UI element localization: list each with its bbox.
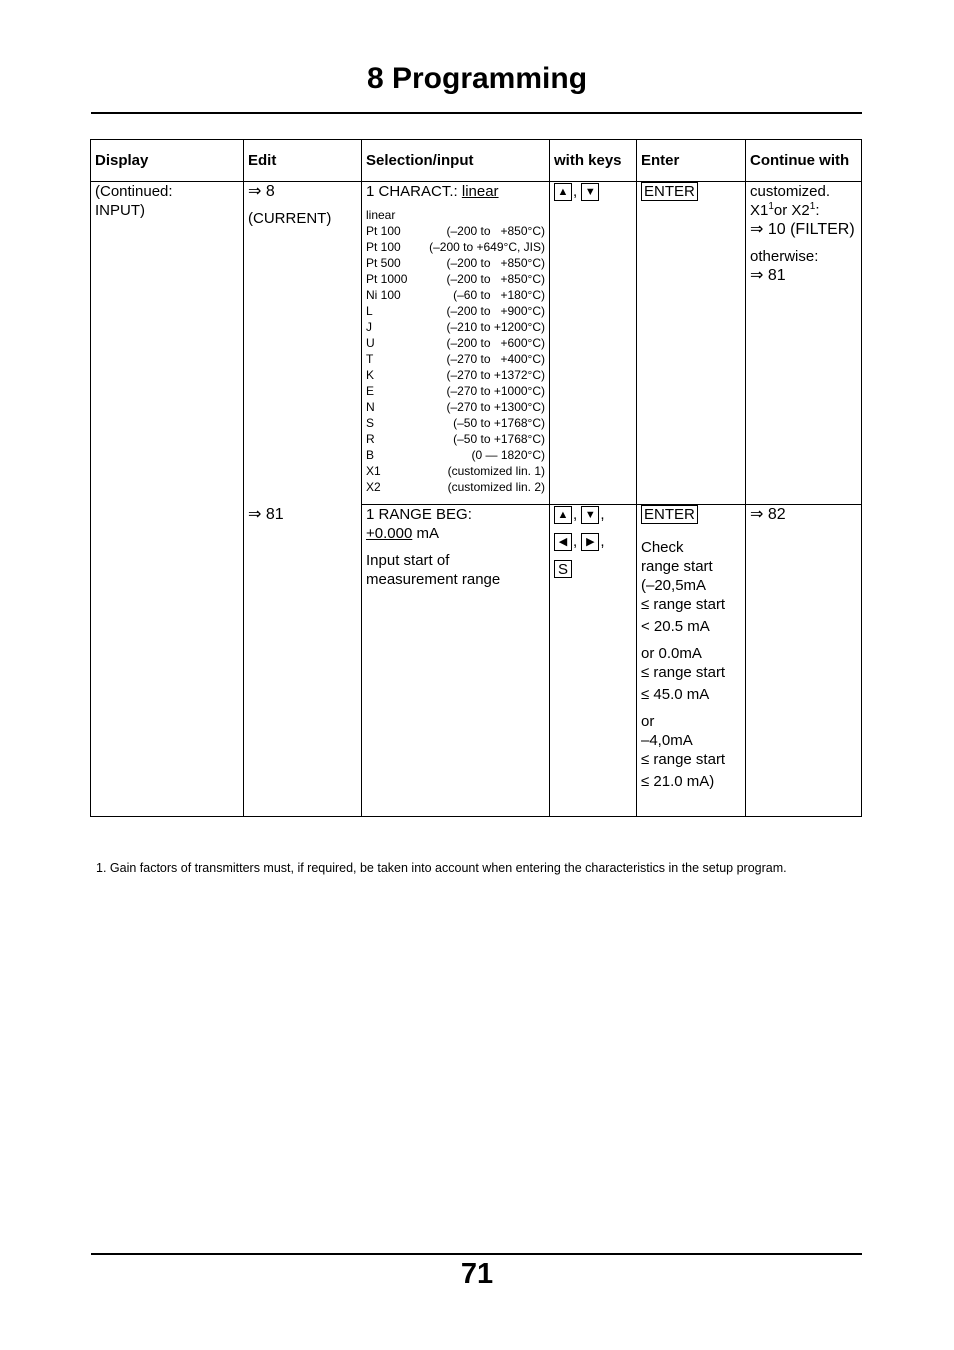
selection-desc: Input start of — [366, 552, 450, 569]
sensor-range: (–200 to +850°C) — [446, 256, 545, 270]
sensor-range: (–270 to +400°C) — [446, 352, 545, 366]
down-arrow-key-icon: ▼ — [581, 506, 599, 524]
continue-cell — [746, 505, 862, 817]
edit-cell — [244, 182, 362, 505]
footnote: 1. Gain factors of transmitters must, if required, be taken into account when entering the characteristics in the setup program. — [96, 861, 787, 875]
sensor-option — [366, 319, 545, 335]
sensor-range: (–50 to +1768°C) — [453, 416, 545, 430]
sensor-name: J — [366, 320, 372, 334]
table-row — [91, 505, 862, 817]
sensor-option — [366, 367, 545, 383]
display-line: INPUT) — [95, 202, 145, 219]
sensor-range: (–200 to +600°C) — [446, 336, 545, 350]
selection-prefix: 1 CHARACT.: — [366, 183, 462, 200]
sensor-range: (–200 to +850°C) — [446, 224, 545, 238]
table-row — [91, 182, 862, 505]
sensor-name: Pt 500 — [366, 256, 401, 270]
sensor-name: B — [366, 448, 375, 462]
check-line: ≤ 21.0 mA) — [641, 773, 715, 790]
key-separator: , — [573, 506, 578, 523]
key-separator: , — [573, 533, 578, 551]
sensor-range: (0 — 1820°C) — [471, 448, 545, 462]
edit-label: (CURRENT) — [248, 210, 332, 227]
check-block — [641, 712, 741, 791]
check-block — [641, 644, 741, 704]
enter-key: ENTER — [641, 182, 698, 201]
display-line: (Continued: — [95, 183, 173, 200]
selection-unit: mA — [412, 525, 439, 542]
key-separator: , — [600, 506, 605, 523]
continue-target: ⇒ 81 — [750, 267, 786, 284]
sensor-option — [366, 447, 545, 463]
display-cell — [91, 505, 244, 817]
sensor-option — [366, 479, 545, 495]
sensor-option — [366, 383, 545, 399]
header-continue: Continue with — [746, 140, 862, 182]
header-enter: Enter — [637, 140, 746, 182]
down-arrow-key-icon: ▼ — [581, 183, 599, 201]
selection-parameter — [366, 182, 545, 201]
selection-value: +0.000 — [366, 525, 413, 542]
check-block — [641, 538, 741, 636]
selection-parameter: 1 RANGE BEG: — [366, 506, 472, 523]
page-number: 71 — [460, 1258, 494, 1290]
s-key-icon: S — [554, 560, 572, 578]
sensor-name: N — [366, 400, 375, 414]
enter-cell — [637, 505, 746, 817]
sensor-name: S — [366, 416, 375, 430]
check-line: ≤ range start — [641, 664, 726, 681]
footnote-ref: 1 — [809, 201, 816, 212]
sensor-name: Pt 100 — [366, 224, 401, 238]
sensor-option — [366, 271, 545, 287]
sensor-range: (–200 to +649°C, JIS) — [429, 240, 545, 254]
selection-cell — [362, 182, 550, 505]
or-x2-label: or X2 — [773, 202, 810, 219]
sensor-range: (–50 to +1768°C) — [453, 432, 545, 446]
sensor-option — [366, 255, 545, 271]
header-display: Display — [91, 140, 244, 182]
programming-table — [90, 139, 862, 817]
sensor-name: R — [366, 432, 375, 446]
sensor-name: L — [366, 304, 373, 318]
x1-label: X1 — [750, 202, 769, 219]
continue-target: ⇒ 82 — [750, 506, 786, 523]
edit-target: ⇒ 8 — [248, 183, 275, 200]
sensor-option — [366, 223, 545, 239]
enter-key: ENTER — [641, 505, 698, 524]
page-title: 8 Programming — [366, 62, 588, 95]
colon: : — [815, 202, 820, 219]
check-line: (–20,5mA — [641, 577, 707, 594]
up-arrow-key-icon: ▲ — [554, 183, 572, 201]
check-line: or 0.0mA — [641, 645, 702, 662]
left-arrow-key-icon: ◀ — [554, 533, 572, 551]
key-separator: , — [600, 533, 605, 551]
check-line: < 20.5 mA — [641, 618, 710, 635]
sensor-name: T — [366, 352, 374, 366]
sensor-range: (–60 to +180°C) — [453, 288, 545, 302]
sensor-name: X1 — [366, 464, 381, 478]
header-edit: Edit — [244, 140, 362, 182]
display-cell — [91, 182, 244, 505]
sensor-range: (–200 to +850°C) — [446, 272, 545, 286]
sensor-range: (customized lin. 2) — [447, 480, 545, 494]
sensor-range: (–270 to +1000°C) — [446, 384, 545, 398]
sensor-range: (customized lin. 1) — [447, 464, 545, 478]
table-header-row — [91, 140, 862, 182]
footnote-ref: 1 — [768, 201, 774, 212]
continue-otherwise: otherwise: — [750, 248, 819, 265]
edit-target: ⇒ 81 — [248, 505, 284, 523]
sensor-option — [366, 303, 545, 319]
sensor-name: K — [366, 368, 375, 382]
check-line: ≤ range start — [641, 596, 726, 613]
continue-cell — [746, 182, 862, 505]
sensor-range: (–210 to +1200°C) — [446, 320, 545, 334]
edit-cell — [244, 505, 362, 817]
sensor-option — [366, 335, 545, 351]
sensor-option — [366, 287, 545, 303]
header-keys: with keys — [550, 140, 637, 182]
right-arrow-key-icon: ▶ — [581, 533, 599, 551]
sensor-range: (–270 to +1372°C) — [446, 368, 545, 382]
sensor-name: X2 — [366, 480, 381, 494]
sensor-list — [366, 207, 545, 495]
check-line: –4,0mA — [641, 732, 693, 749]
keys-cell — [550, 182, 637, 505]
sensor-option — [366, 351, 545, 367]
check-line: ≤ range start — [641, 751, 726, 768]
up-arrow-key-icon: ▲ — [554, 506, 572, 524]
sensor-option — [366, 463, 545, 479]
selection-desc: measurement range — [366, 571, 501, 588]
header-rule — [91, 112, 862, 114]
check-line: range start — [641, 558, 713, 575]
sensor-name: E — [366, 384, 375, 398]
check-line: Check — [641, 539, 684, 556]
key-separator: , — [573, 183, 578, 200]
sensor-range: (–270 to +1300°C) — [446, 400, 545, 414]
sensor-name: Pt 100 — [366, 240, 401, 254]
sensor-name: Ni 100 — [366, 288, 401, 302]
sensor-option — [366, 415, 545, 431]
selection-cell — [362, 505, 550, 817]
continue-line: customized. — [750, 183, 831, 200]
continue-target: ⇒ 10 (FILTER) — [750, 221, 855, 238]
check-line: or — [641, 713, 655, 730]
sensor-option: linear — [366, 208, 396, 222]
footer-rule — [91, 1253, 862, 1255]
sensor-option — [366, 399, 545, 415]
sensor-range: (–200 to +900°C) — [446, 304, 545, 318]
sensor-option — [366, 239, 545, 255]
continue-condition — [750, 201, 857, 220]
header-selection: Selection/input — [362, 140, 550, 182]
sensor-option — [366, 431, 545, 447]
enter-cell — [637, 182, 746, 505]
sensor-name: Pt 1000 — [366, 272, 408, 286]
selection-value: linear — [461, 183, 499, 200]
keys-cell — [550, 505, 637, 817]
check-line: ≤ 45.0 mA — [641, 686, 710, 703]
sensor-name: U — [366, 336, 375, 350]
